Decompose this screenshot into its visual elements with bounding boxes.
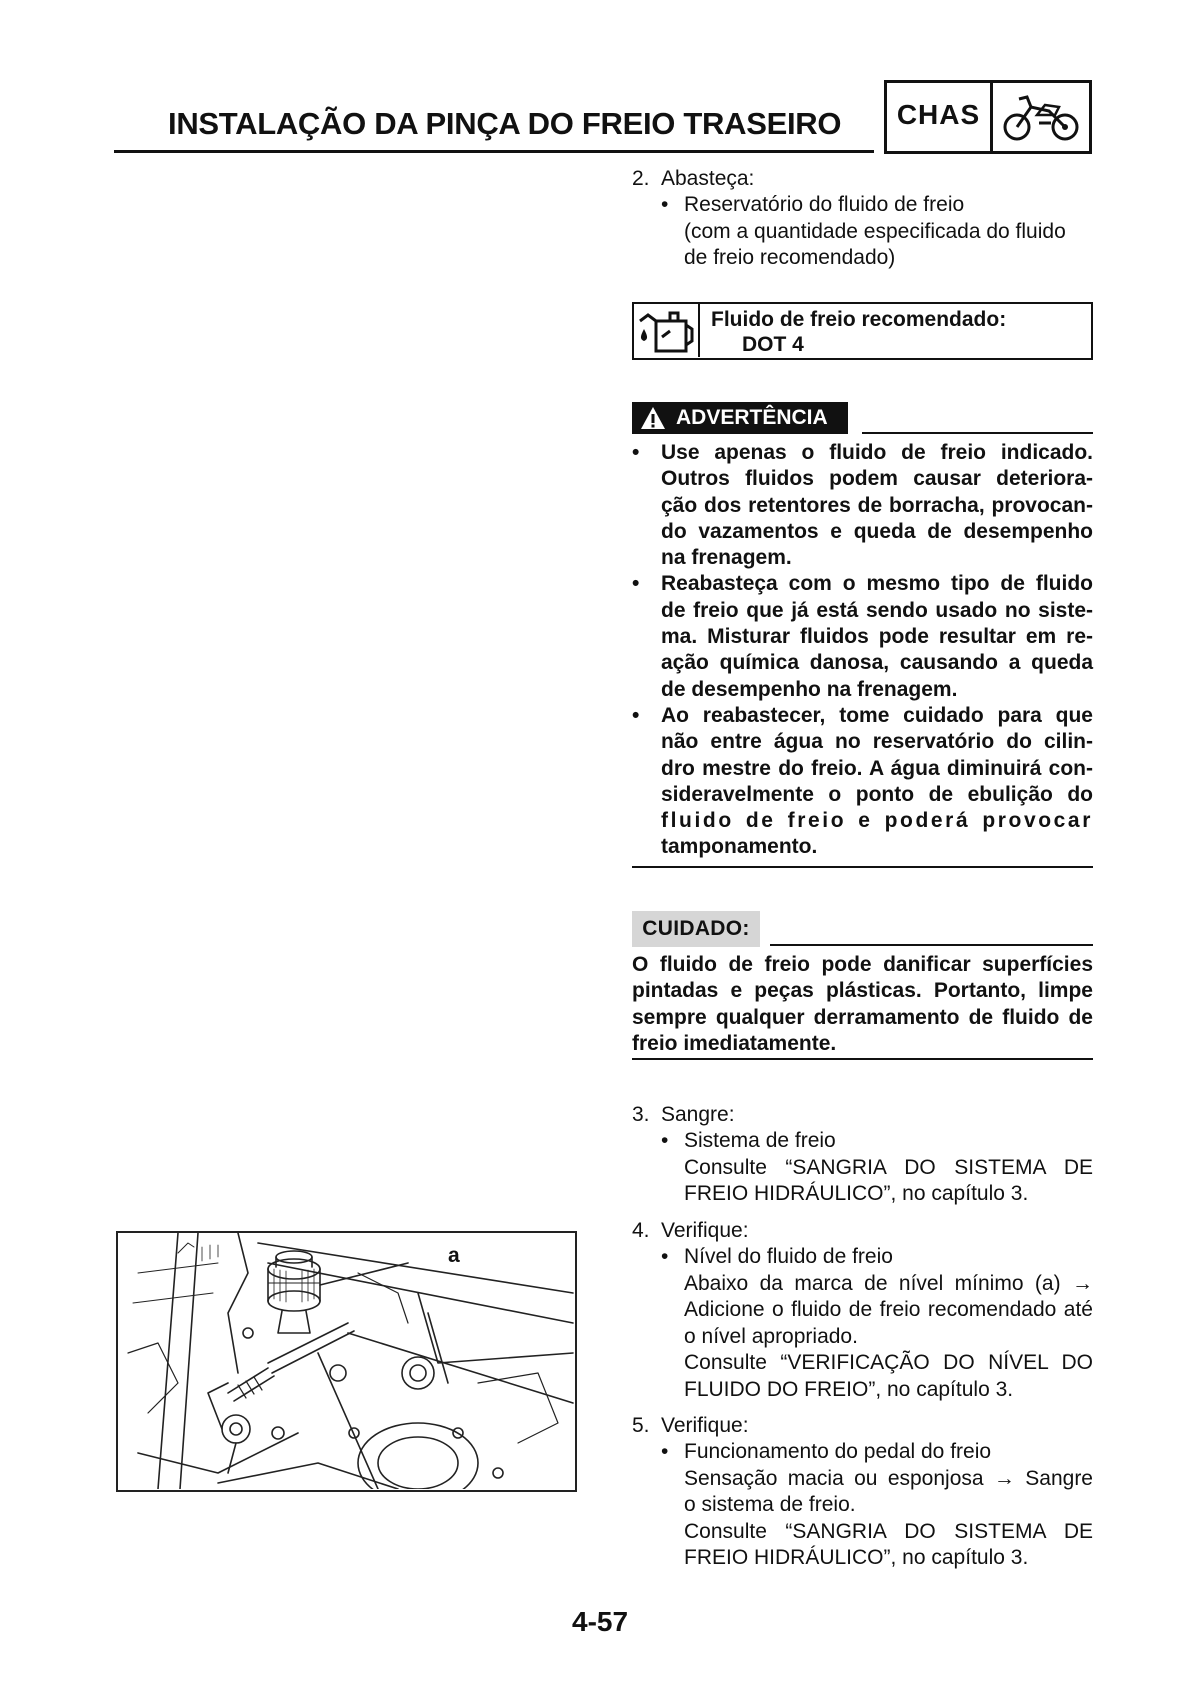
bullet-line: Abaixo da marca de nível mínimo (a) → xyxy=(684,1271,1093,1295)
list-item xyxy=(661,1244,1093,1403)
step-number: 2. xyxy=(632,167,650,190)
bullet-line: Funcionamento do pedal do freio xyxy=(684,1440,992,1463)
brake-reservoir-figure xyxy=(116,1231,577,1492)
list-item xyxy=(661,1439,1093,1572)
bullet-icon: • xyxy=(661,193,669,216)
step-label: Sangre: xyxy=(661,1103,735,1126)
list-item xyxy=(661,192,1093,272)
warning-line: ção dos retentores de borracha, provocan- xyxy=(661,493,1093,517)
bullet-icon: • xyxy=(632,703,640,727)
step-5 xyxy=(632,1413,1093,1577)
warning-line: ma. Misturar fluidos pode resultar em re- xyxy=(661,625,1093,649)
warning-line: Use apenas o fluido de freio indicado. xyxy=(661,441,1093,464)
caution-rule xyxy=(770,944,1093,946)
step-4 xyxy=(632,1218,1093,1408)
caution-line: O fluido de freio pode danificar superfícies xyxy=(632,953,1093,976)
bullet-line: Consulte “VERIFICAÇÃO DO NÍVEL DO xyxy=(684,1351,1093,1374)
warning-end-rule xyxy=(632,866,1093,868)
caution-line: sempre qualquer derramamento de fluido de xyxy=(632,1005,1093,1029)
warning-line: ação química danosa, causando a queda xyxy=(661,651,1093,675)
warning-label: ADVERTÊNCIA xyxy=(676,406,828,429)
bullet-line: Consulte “SANGRIA DO SISTEMA DE xyxy=(684,1519,1093,1543)
warning-triangle-icon xyxy=(640,406,666,430)
bullet-icon: • xyxy=(632,572,640,596)
caution-line: pintadas e peças plásticas. Portanto, limpe xyxy=(632,979,1093,1003)
caution-text xyxy=(632,952,1093,1057)
bullet-line: FREIO HIDRÁULICO”, no capítulo 3. xyxy=(684,1182,1029,1205)
section-code: CHAS xyxy=(887,83,993,151)
step-3 xyxy=(632,1102,1093,1205)
figure-callout: a xyxy=(448,1244,460,1267)
step-label: Verifique: xyxy=(661,1219,749,1242)
caution-line: freio imediatamente. xyxy=(632,1031,837,1055)
bullet-line: Sensação macia ou esponjosa → Sangre xyxy=(684,1466,1093,1490)
warning-line: sideravelmente o ponto de ebulição do xyxy=(661,782,1093,806)
step-number: 3. xyxy=(632,1103,650,1126)
bullet-icon: • xyxy=(661,1440,669,1463)
bullet-line: o nível apropriado. xyxy=(684,1324,858,1348)
bullet-line: Adicione o fluido de freio recomendado até xyxy=(684,1298,1093,1321)
list-item xyxy=(661,1128,1093,1208)
step-number: 5. xyxy=(632,1414,650,1437)
step-number: 4. xyxy=(632,1219,650,1242)
motorcycle-icon xyxy=(993,83,1089,151)
warning-badge xyxy=(632,402,848,434)
bullet-line: FLUIDO DO FREIO”, no capítulo 3. xyxy=(684,1377,1014,1401)
list-item xyxy=(632,440,1093,571)
bullet-icon: • xyxy=(632,441,640,464)
fluid-spec-box xyxy=(632,302,1093,360)
header-rule xyxy=(114,150,874,153)
fluid-spec-value: DOT 4 xyxy=(742,333,804,356)
step-2 xyxy=(632,166,1093,276)
warning-line: do vazamentos e queda de desempenho xyxy=(661,519,1093,543)
section-tab xyxy=(884,80,1092,154)
warning-line: fluido de freio e poderá provocar xyxy=(661,809,1093,833)
warning-line: não entre água no reservatório do cilin- xyxy=(661,730,1093,754)
bullet-line: Consulte “SANGRIA DO SISTEMA DE xyxy=(684,1155,1093,1179)
warning-line: de desempenho na frenagem. xyxy=(661,677,958,701)
bullet-line: Nível do fluido de freio xyxy=(684,1245,893,1268)
warning-line: tamponamento. xyxy=(661,835,818,859)
bullet-icon: • xyxy=(661,1129,669,1152)
step-label: Abasteça: xyxy=(661,167,755,190)
warning-line: Ao reabastecer, tome cuidado para que xyxy=(661,703,1093,727)
oil-can-icon xyxy=(634,304,700,357)
caution-end-rule xyxy=(632,1058,1093,1060)
warning-line: na frenagem. xyxy=(661,546,792,570)
warning-line: de freio que já está sendo usado no siste- xyxy=(661,598,1093,622)
bullet-line: (com a quantidade especificada do fluido xyxy=(684,219,1066,243)
warning-line: Outros fluidos podem causar deteriora- xyxy=(661,467,1093,491)
warning-line: dro mestre do freio. A água diminuirá con- xyxy=(661,756,1093,780)
fluid-spec-title: Fluido de freio recomendado: xyxy=(711,308,1007,331)
warning-rule xyxy=(862,432,1093,434)
list-item xyxy=(632,703,1093,861)
bullet-line: o sistema de freio. xyxy=(684,1493,856,1516)
step-label: Verifique: xyxy=(661,1414,749,1437)
caution-badge: CUIDADO: xyxy=(632,911,760,947)
bullet-line: de freio recomendado) xyxy=(684,246,896,269)
bullet-icon: • xyxy=(661,1245,669,1268)
page-number: 4-57 xyxy=(572,1606,629,1637)
bullet-line: Sistema de freio xyxy=(684,1129,836,1152)
page-title: INSTALAÇÃO DA PINÇA DO FREIO TRASEIRO xyxy=(168,106,842,141)
warning-line: Reabasteça com o mesmo tipo de fluido xyxy=(661,572,1093,596)
bullet-line: FREIO HIDRÁULICO”, no capítulo 3. xyxy=(684,1546,1029,1569)
bullet-line: Reservatório do fluido de freio xyxy=(684,193,965,216)
list-item xyxy=(632,571,1093,702)
warning-text xyxy=(632,440,1093,861)
